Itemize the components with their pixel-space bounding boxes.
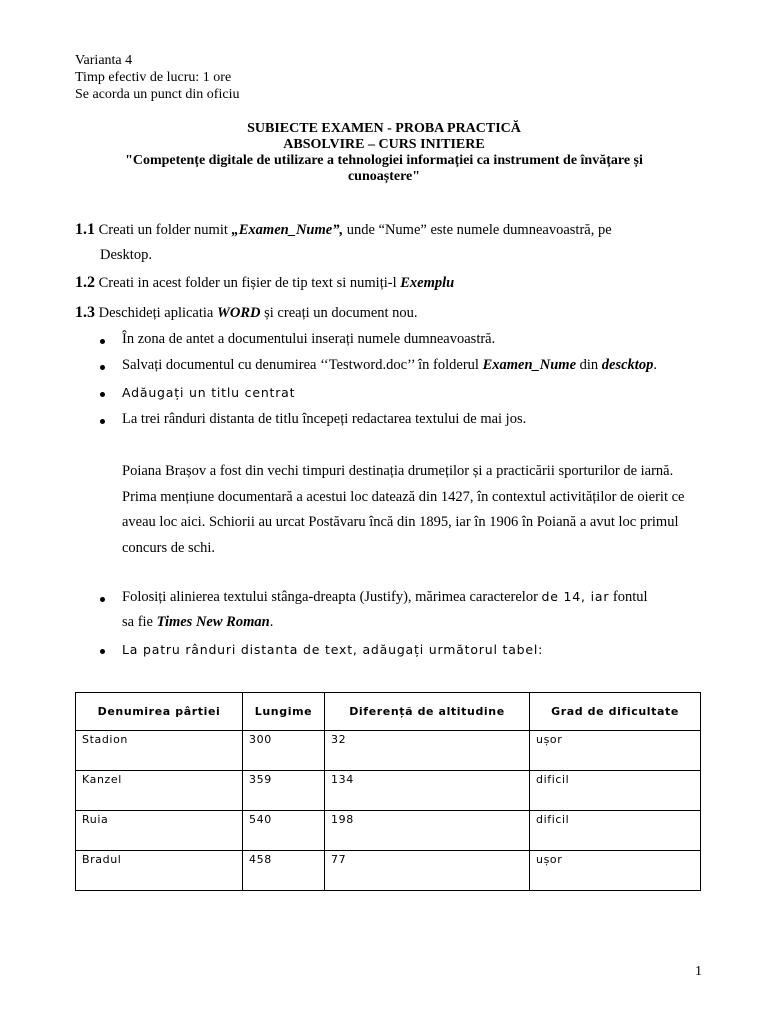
table-cell: 198 — [325, 811, 530, 851]
table-row — [76, 851, 701, 891]
bullet-header-name: În zona de antet a documentului inserați numele dumneavoastră. — [122, 331, 496, 347]
table-row — [76, 771, 701, 811]
exam-title: SUBIECTE EXAMEN - PROBA PRACTICĂ — [247, 121, 521, 136]
task-number: 1.2 — [75, 274, 95, 291]
page-number: 1 — [695, 964, 702, 979]
table-cell: dificil — [530, 811, 701, 851]
table-row — [76, 731, 701, 771]
table-cell: 77 — [325, 851, 530, 891]
slopes-table — [75, 692, 701, 891]
table-cell: 32 — [325, 731, 530, 771]
table-cell: ușor — [530, 731, 701, 771]
bullet-start-text: La trei rânduri distanta de titlu începeți redactarea textului de mai jos. — [122, 411, 527, 427]
work-time-line: Timp efectiv de lucru: 1 ore — [75, 70, 232, 85]
table-cell: Kanzel — [76, 771, 243, 811]
task-number: 1.3 — [75, 304, 95, 321]
header-altitude-difference: Diferență de altitudine — [325, 693, 530, 731]
table-cell: 458 — [243, 851, 325, 891]
table-cell: Ruia — [76, 811, 243, 851]
app-name: WORD — [217, 305, 261, 321]
file-name: Exemplu — [400, 275, 455, 291]
bullet-icon — [100, 365, 105, 370]
table-cell: 300 — [243, 731, 325, 771]
table-cell: 359 — [243, 771, 325, 811]
poiana-brasov-paragraph: Poiana Brașov a fost din vechi timpuri destinația drumeților și a practicării sporturilor de iarnă. Prima mențiune documentară a acestui loc datează din 1427, în contextul activităților de oierit ce aveau loc aici. Schiorii au urcat Postăvaru încă din 1895, iar în 1906 în Poiană a avut loc primul concurs de schi. — [122, 463, 685, 556]
table-cell: ușor — [530, 851, 701, 891]
table-cell: Bradul — [76, 851, 243, 891]
bullet-add-table: La patru rânduri distanta de text, adăugați următorul tabel: — [122, 642, 544, 657]
competence-title-line2: cunoaștere" — [347, 169, 421, 184]
table-header-row — [76, 693, 701, 731]
bullet-icon — [100, 597, 105, 602]
header-difficulty: Grad de dificultate — [530, 693, 701, 731]
task-1-2: 1.2 Creati in acest folder un fișier de tip text si numiți-l Exemplu — [75, 274, 455, 291]
task-1-1-continued: Desktop. — [100, 247, 152, 263]
variant-line: Varianta 4 — [75, 53, 133, 68]
table-cell: dificil — [530, 771, 701, 811]
course-title: ABSOLVIRE – CURS INITIERE — [283, 137, 485, 152]
folder-name: „Examen_Nume”, — [231, 222, 344, 238]
table-cell: Stadion — [76, 731, 243, 771]
bullet-centered-title: Adăugați un titlu centrat — [122, 385, 296, 400]
table-cell: 134 — [325, 771, 530, 811]
task-1-1: 1.1 Creati un folder numit „Examen_Nume”, unde “Nume” este numele dumneavoastră, pe — [75, 221, 612, 238]
table-cell: 540 — [243, 811, 325, 851]
header-length: Lungime — [243, 693, 325, 731]
task-number: 1.1 — [75, 221, 95, 238]
bullet-icon — [100, 339, 105, 344]
bullet-justify-format-continued: sa fie Times New Roman. — [122, 614, 274, 630]
task-1-3: 1.3 Deschideți aplicatia WORD și creați un document nou. — [75, 304, 418, 321]
header-slope-name: Denumirea pârtiei — [76, 693, 243, 731]
bullet-save-document: Salvați documentul cu denumirea ‘‘Testword.doc’’ în folderul Examen_Nume din descktop. — [122, 357, 657, 373]
table-row — [76, 811, 701, 851]
bullet-icon — [100, 649, 105, 654]
competence-title-line1: "Competențe digitale de utilizare a tehnologiei informației ca instrument de învățare și — [125, 153, 643, 168]
bullet-justify-format: Folosiți alinierea textului stânga-dreapta (Justify), mărimea caracterelor de 14, iar fontul — [122, 589, 648, 605]
bonus-point-line: Se acorda un punct din oficiu — [75, 87, 240, 102]
bullet-icon — [100, 419, 105, 424]
bullet-icon — [100, 392, 105, 397]
